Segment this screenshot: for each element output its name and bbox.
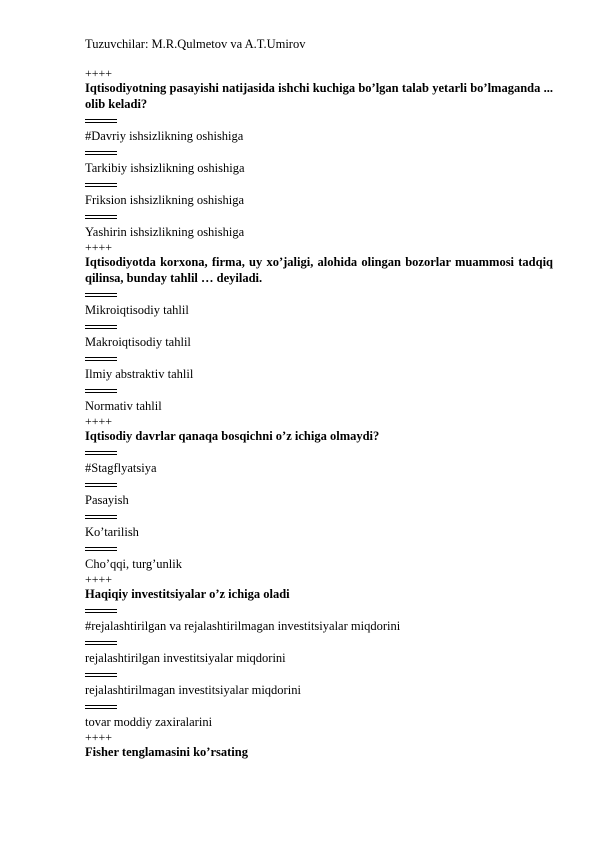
answer-option: #rejalashtirilgan va rejalashtirilmagan investitsiyalar miqdorini — [85, 619, 401, 633]
plus-separator: ++++ — [85, 414, 113, 428]
double-line-separator — [85, 382, 553, 398]
double-line-separator — [85, 540, 553, 556]
double-line-separator — [85, 698, 553, 714]
answer-option: Pasayish — [85, 493, 129, 507]
double-line-separator — [85, 208, 553, 224]
question-block-2 — [85, 240, 553, 414]
double-line-separator — [85, 666, 553, 682]
question-text: Iqtisodiyotda korxona, firma, uy xo’jaligi, alohida olingan bozorlar muammosi tadqiq qilinsa, bunday tahlil … deyiladi. — [85, 255, 553, 285]
question-block-5 — [85, 730, 553, 760]
plus-separator: ++++ — [85, 66, 113, 80]
question-block-1 — [85, 66, 553, 240]
double-line-separator — [85, 350, 553, 366]
answer-option: #Stagflyatsiya — [85, 461, 157, 475]
answer-option: Cho’qqi, turg’unlik — [85, 557, 182, 571]
question-text: Haqiqiy investitsiyalar o’z ichiga oladi — [85, 587, 290, 601]
double-line-separator — [85, 634, 553, 650]
double-line-separator — [85, 144, 553, 160]
plus-separator: ++++ — [85, 572, 113, 586]
answer-option: Normativ tahlil — [85, 399, 162, 413]
answer-option: Ilmiy abstraktiv tahlil — [85, 367, 194, 381]
double-line-separator — [85, 176, 553, 192]
plus-separator: ++++ — [85, 730, 113, 744]
plus-separator: ++++ — [85, 240, 113, 254]
answer-option: Mikroiqtisodiy tahlil — [85, 303, 189, 317]
answer-option: tovar moddiy zaxiralarini — [85, 715, 213, 729]
double-line-separator — [85, 602, 553, 618]
question-text: Fisher tenglamasini ko’rsating — [85, 745, 248, 759]
answer-option: Tarkibiy ishsizlikning oshishiga — [85, 161, 245, 175]
document-page — [85, 36, 553, 760]
answer-option: #Davriy ishsizlikning oshishiga — [85, 129, 244, 143]
double-line-separator — [85, 286, 553, 302]
answer-option: Friksion ishsizlikning oshishiga — [85, 193, 245, 207]
answer-option: rejalashtirilmagan investitsiyalar miqdorini — [85, 683, 301, 697]
double-line-separator — [85, 444, 553, 460]
answer-option: Yashirin ishsizlikning oshishiga — [85, 225, 245, 239]
question-block-3 — [85, 414, 553, 572]
answer-option: Ko’tarilish — [85, 525, 139, 539]
double-line-separator — [85, 476, 553, 492]
answer-option: Makroiqtisodiy tahlil — [85, 335, 191, 349]
double-line-separator — [85, 112, 553, 128]
author-line: Tuzuvchilar: M.R.Qulmetov va A.T.Umirov — [85, 37, 306, 51]
answer-option: rejalashtirilgan investitsiyalar miqdorini — [85, 651, 286, 665]
double-line-separator — [85, 318, 553, 334]
question-text: Iqtisodiy davrlar qanaqa bosqichni o’z ichiga olmaydi? — [85, 429, 380, 443]
question-block-4 — [85, 572, 553, 730]
double-line-separator — [85, 508, 553, 524]
question-text: Iqtisodiyotning pasayishi natijasida ishchi kuchiga bo’lgan talab yetarli bo’lmaganda ... olib keladi? — [85, 81, 553, 111]
